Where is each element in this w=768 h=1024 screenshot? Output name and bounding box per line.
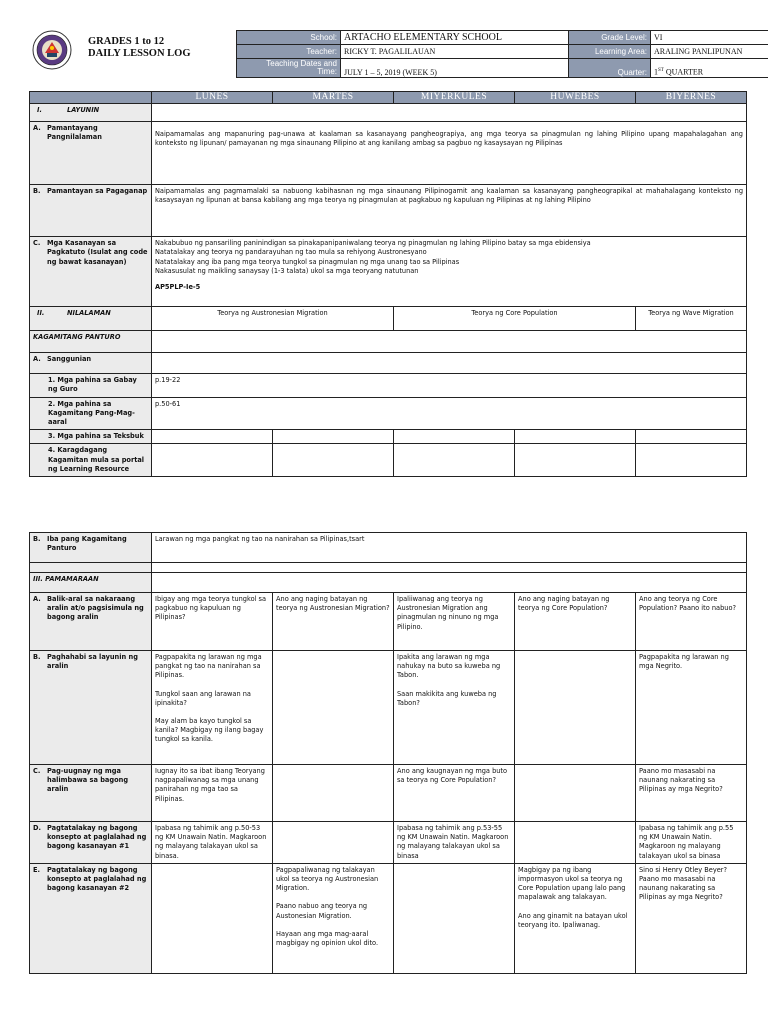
row-label-gabay-ng-guro: 1. Mga pahina sa Gabay ng Guro [30, 374, 152, 397]
day-header-row [30, 92, 747, 104]
teacher-label: Teacher: [237, 45, 341, 59]
procedure-row [30, 822, 747, 864]
grade-label: Grade Level: [569, 31, 651, 45]
row-label-pamantayan-sa-pagaganap: B. Pamantayan sa Pagaganap [30, 185, 152, 237]
cell-biyernes: Sino si Henry Otley Beyer? Paano mo masasabi na naunang nakarating sa Pilipinas ay mga Negrito? [636, 863, 747, 973]
section-layunin: I. LAYUNIN [30, 104, 152, 122]
cell-martes [273, 822, 394, 864]
cell-lunes [152, 863, 273, 973]
procedure-row [30, 593, 747, 651]
row-label-paghahabi: B. Paghahabi sa layunin ng aralin [30, 651, 152, 765]
cell-martes: Ano ang naging batayan ng teorya ng Austronesian Migration? [273, 593, 394, 651]
gabay-ng-guro-pages: p.19-22 [152, 374, 747, 397]
day-header: MIYERKULES [394, 92, 515, 104]
header [28, 28, 744, 77]
dates-value: JULY 1 – 5, 2019 (WEEK 5) [341, 59, 569, 78]
procedure-row [30, 651, 747, 765]
row-label-pagtatalakay-1: D. Pagtatalakay ng bagong konsepto at paglalahad ng bagong kasanayan #1 [30, 822, 152, 864]
section-nilalaman: II. NILALAMAN [30, 307, 152, 331]
cell-huwebes [515, 822, 636, 864]
day-header: HUWEBES [515, 92, 636, 104]
header-info-table [236, 30, 768, 78]
cell-miyerkules: Ipakita ang larawan ng mga nahukay na buto sa kuweba ng Tabon. Saan makikita ang kuweba ng Tabon? [394, 651, 515, 765]
cell-lunes: Iugnay ito sa ibat ibang Teoryang nagpapaliwanag sa mga unang panirahan ng mga tao sa Pilipinas. [152, 765, 273, 822]
area-value: ARALING PANLIPUNAN [651, 45, 768, 59]
row-label-balik-aral: A. Balik-aral sa nakaraang aralin at/o pagsisimula ng bagong aralin [30, 593, 152, 651]
row-label-teksbuk: 3. Mga pahina sa Teksbuk [30, 430, 152, 444]
nilalaman-austronesian: Teorya ng Austronesian Migration [152, 307, 394, 331]
day-header: MARTES [273, 92, 394, 104]
iba-pang-kagamitan-text: Larawan ng mga pangkat ng tao na nanirahan sa Pilipinas,tsart [152, 533, 747, 563]
cell-martes [273, 651, 394, 765]
cell-miyerkules [394, 863, 515, 973]
day-header: BIYERNES [636, 92, 747, 104]
kagamitang-pang-mag-aaral-pages: p.50-61 [152, 397, 747, 430]
nilalaman-core-population: Teorya ng Core Population [394, 307, 636, 331]
row-label-kasanayan: C. Mga Kasanayan sa Pagkatuto (Isulat ang code ng bawat kasanayan) [30, 237, 152, 307]
pamantayang-pangnilalaman-text: Naipamamalas ang mapanuring pag-unawa at kaalaman sa kasanayang pangheograpiya, ang mga teorya sa pinagmulan ng lahing Pilipino upang mapahalagahan ang konteksto ng lipunan/ pamayanan ng mga sinaunang Pilipino at ang kanilang ambag sa pagbuo ng kasaysayan ng Pilipinas [152, 122, 747, 185]
cell-huwebes: Ano ang naging batayan ng teorya ng Core Population? [515, 593, 636, 651]
row-label-karagdagang-kagamitan: 4. Karagdagang Kagamitan mula sa portal ng Learning Resource [30, 444, 152, 477]
row-label-sanggunian: A. Sanggunian [30, 353, 152, 374]
pamantayan-sa-pagaganap-text: Naipamamalas ang pagmamalaki sa nabuong kabihasnan ng mga sinaunang Pilipinogamit ang kaalaman sa kasanayang pangheograpikal at mahahalagang konteksto ng kasaysayan ng lipunan at bansa kabilang ang mga teorya ng pinagmulan at pagkabuo ng kapuluan ng Pilipinas at ng lahing Pilipino [152, 185, 747, 237]
cell-biyernes: Ano ang teorya ng Core Population? Paano ito nabuo? [636, 593, 747, 651]
grade-value: VI [651, 31, 768, 45]
school-label: School: [237, 31, 341, 45]
teacher-value: RICKY T. PAGALILAUAN [341, 45, 569, 59]
row-label-pagtatalakay-2: E. Pagtatalakay ng bagong konsepto at paglalahad ng bagong kasanayan #2 [30, 863, 152, 973]
cell-huwebes [515, 651, 636, 765]
lesson-table-part1 [29, 91, 747, 477]
area-label: Learning Area: [569, 45, 651, 59]
cell-miyerkules: Ipaliiwanag ang teorya ng Austronesian Migration ang pinagmulan ng ninuno ng mga Pilipino. [394, 593, 515, 651]
section-kagamitang-panturo: KAGAMITANG PANTURO [30, 331, 152, 353]
nilalaman-wave-migration: Teorya ng Wave Migration [636, 307, 747, 331]
cell-martes: Pagpapaliwanag ng talakayan ukol sa teorya ng Austronesian Migration. Paano nabuo ang teorya ng Austonesian Migration. Hayaan ang mga mag-aaral magbigay ng opinion ukol dito. [273, 863, 394, 973]
cell-biyernes: Paano mo masasabi na naunang nakarating sa Pilipinas ay mga Negrito? [636, 765, 747, 822]
row-label-iba-pang-kagamitan: B. Iba pang Kagamitang Panturo [30, 533, 152, 563]
quarter-label: Quarter: [569, 59, 651, 78]
cell-biyernes: Ipabasa ng tahimik ang p.55 ng KM Unawain Natin. Magkaroon ng malayang talakayan ukol sa binasa [636, 822, 747, 864]
log-title: GRADES 1 to 12 DAILY LESSON LOG [88, 36, 191, 59]
cell-lunes: Pagpapakita ng larawan ng mga pangkat ng tao na nanirahan sa Pilipinas. Tungkol saan ang larawan na ipinakita? May alam ba kayo tungkol sa kanila? Magbigay ng ilang bagay tungkol sa kanila. [152, 651, 273, 765]
kasanayan-text: Nakabubuo ng pansariling paninindigan sa pinakapanipaniwalang teorya ng pinagmulan ng lahing Pilipino batay sa mga ebidensiya Natatalakay ang teorya ng pandarayuhan ng tao mula sa rehiyong Austronesyano Natatalakay ang iba pang mga teorya tungkol sa pinagmulan ng mga unang tao sa Pilipinas Nakasusulat ng maikling sanaysay (1-3 talata) ukol sa mga teoryang natutunan AP5PLP-Ie-5 [152, 237, 747, 307]
dates-label: Teaching Dates and Time: [237, 59, 341, 78]
cell-lunes: Ibigay ang mga teorya tungkol sa pagkabuo ng kapuluan ng Pilipinas? [152, 593, 273, 651]
cell-miyerkules: Ipabasa ng tahimik ang p.53-55 ng KM Unawain Natin. Magkaroon ng malayang talakayan ukol sa binasa [394, 822, 515, 864]
procedure-row [30, 863, 747, 973]
lesson-table-part2 [29, 532, 747, 974]
school-value: ARTACHO ELEMENTARY SCHOOL [341, 31, 569, 45]
cell-martes [273, 765, 394, 822]
cell-huwebes: Magbigay pa ng ibang impormasyon ukol sa teorya ng Core Population upang lalo pang mapalawak ang talakayan. Ano ang ginamit na batayan ukol teoryang ito. Ipaliwanag. [515, 863, 636, 973]
section-pamamaraan: III. PAMAMARAAN [30, 573, 152, 593]
cell-biyernes: Pagpapakita ng larawan ng mga Negrito. [636, 651, 747, 765]
cell-lunes: Ipabasa ng tahimik ang p.50-53 ng KM Unawain Natin. Magkaroon ng malayang talakayan ukol sa binasa. [152, 822, 273, 864]
cell-huwebes [515, 765, 636, 822]
row-label-pamantayang-pangnilalaman: A. Pamantayang Pangnilalaman [30, 122, 152, 185]
procedure-row [30, 765, 747, 822]
day-header: LUNES [152, 92, 273, 104]
cell-miyerkules: Ano ang kaugnayan ng mga buto sa teorya ng Core Population? [394, 765, 515, 822]
row-label-kagamitang-pang-mag-aaral: 2. Mga pahina sa Kagamitang Pang-Mag-aaral [30, 397, 152, 430]
deped-seal-icon [32, 30, 72, 70]
row-label-pag-uugnay: C. Pag-uugnay ng mga halimbawa sa bagong aralin [30, 765, 152, 822]
quarter-value: 1ST QUARTER [651, 59, 768, 78]
competency-code: AP5PLP-Ie-5 [155, 283, 201, 292]
